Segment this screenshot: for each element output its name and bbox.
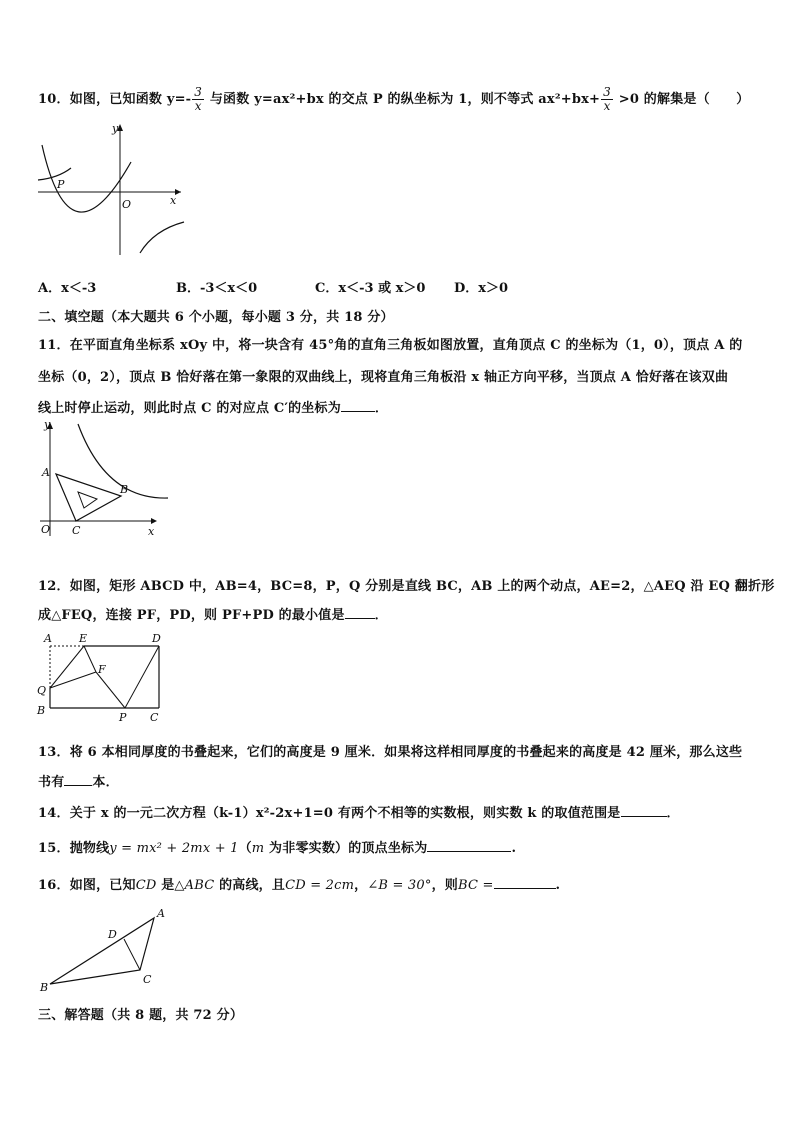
- q11-label-y: y: [44, 418, 51, 431]
- q15-m: m: [251, 841, 265, 856]
- q10-label-p: P: [57, 178, 65, 191]
- section-2-heading: 二、填空题（本大题共 6 个小题，每小题 3 分，共 18 分）: [38, 310, 394, 325]
- q14-text: 14．关于 x 的一元二次方程（k-1）x²-2x+1=0 有两个不相等的实数根，则实数 k 的取值范围是: [38, 806, 621, 821]
- section-3-heading: 三、解答题（共 8 题，共 72 分）: [38, 1008, 244, 1023]
- question-10-stem: [38, 86, 749, 113]
- q16-d: ，: [354, 878, 368, 893]
- q16-cd: CD: [135, 878, 157, 893]
- q12-label-c: C: [150, 711, 159, 724]
- q13-line2-a: 书有: [38, 775, 65, 790]
- q16-altitude-cd: [124, 939, 140, 970]
- q15-b: （: [238, 841, 252, 856]
- q16-answer-blank[interactable]: [494, 876, 556, 889]
- q16-figure: [36, 898, 176, 998]
- q12-answer-blank[interactable]: [345, 606, 375, 619]
- q11-label-b: B: [120, 483, 129, 496]
- q16-label-c: C: [143, 973, 152, 986]
- q11-x-arrow: [151, 518, 157, 524]
- q16-label-b: B: [40, 981, 49, 994]
- q10-frac1-den: x: [194, 99, 202, 113]
- question-16: [38, 874, 560, 893]
- question-15: [38, 837, 516, 856]
- q13-line2-b: 本．: [92, 775, 119, 790]
- q12-pd: [125, 646, 159, 708]
- q11-label-o: O: [41, 523, 51, 536]
- question-11-line-1: 11．在平面直角坐标系 xOy 中，将一块含有 45°角的直角三角板如图放置，直角顶点 C 的坐标为（1，0），顶点 A 的: [38, 338, 743, 353]
- q16-label-a: A: [157, 907, 165, 920]
- q12-label-f: F: [98, 663, 106, 676]
- q10-option-d[interactable]: D．x＞0: [454, 281, 509, 296]
- q11-label-c: C: [72, 524, 81, 537]
- q12-fp: [96, 672, 125, 708]
- q12-label-a: A: [44, 632, 52, 645]
- q10-figure: [36, 120, 186, 260]
- q15-a: 15．抛物线: [38, 841, 110, 856]
- q15-end: .: [511, 841, 517, 856]
- question-13-line-2: [38, 771, 119, 790]
- q11-answer-blank[interactable]: [341, 399, 375, 412]
- q15-answer-blank[interactable]: [427, 839, 511, 852]
- q16-a: 16．如图，已知: [38, 878, 136, 893]
- q15-c: 为非零实数）的顶点坐标为: [264, 841, 428, 856]
- question-11-line-2: 坐标（0，2），顶点 B 恰好落在第一象限的双曲线上，现将直角三角板沿 x 轴正方向平移，当顶点 A 恰好落在该双曲: [38, 370, 729, 385]
- q11-label-x: x: [148, 525, 155, 538]
- q15-expression: y = mx² + 2mx + 1: [109, 841, 239, 856]
- q11-figure: [36, 418, 176, 544]
- question-12-line-2: [38, 604, 388, 623]
- q10-label-o: O: [122, 198, 132, 211]
- q10-frac2-num: 3: [603, 85, 611, 99]
- q12-figure: [34, 628, 174, 728]
- q10-fraction-1: [192, 86, 204, 113]
- q10-suffix: >0 的解集是（ ）: [614, 92, 750, 107]
- q11-inner-triangle: [78, 492, 97, 508]
- q10-option-a[interactable]: A．x＜-3: [38, 281, 97, 296]
- q10-hyperbola-right: [140, 222, 184, 253]
- q12-label-d: D: [152, 632, 161, 645]
- q11-triangle: [56, 474, 121, 521]
- q10-hyperbola-left: [38, 168, 71, 180]
- q12-line2-text: 成△FEQ，连接 PF，PD，则 PF+PD 的最小值是: [38, 608, 345, 623]
- q10-option-c[interactable]: C．x＜-3 或 x＞0: [315, 281, 426, 296]
- q16-c: 的高线，且: [214, 878, 286, 893]
- q12-label-b: B: [37, 704, 46, 717]
- q10-label-y: y: [112, 122, 119, 135]
- q16-triangle-shape: [50, 918, 154, 984]
- q10-frac2-den: x: [603, 99, 611, 113]
- q13-answer-blank[interactable]: [64, 773, 92, 786]
- q16-angle: ∠B = 30°: [367, 878, 432, 893]
- q10-mid: 与函数 y=ax²+bx 的交点 P 的纵坐标为 1，则不等式 ax²+bx+: [205, 92, 601, 107]
- q10-label-x: x: [170, 194, 177, 207]
- q14-end: ．: [666, 806, 680, 821]
- q10-option-b[interactable]: B．-3＜x＜0: [176, 281, 258, 296]
- question-12-line-1: 12．如图，矩形 ABCD 中，AB=4，BC=8，P，Q 分别是直线 BC，AB 上的两个动点，AE=2，△AEQ 沿 EQ 翻折形: [38, 579, 775, 594]
- q11-line3-text: 线上时停止运动，则此时点 C 的对应点 C′的坐标为: [38, 401, 341, 416]
- q10-frac1-num: 3: [194, 85, 203, 99]
- q16-label-d: D: [108, 928, 117, 941]
- q10-prefix: 10．如图，已知函数 y=-: [38, 92, 192, 107]
- q16-e: ，则: [431, 878, 458, 893]
- q14-answer-blank[interactable]: [621, 804, 667, 817]
- q16-triangle: △ABC: [174, 878, 215, 893]
- q10-parabola: [42, 145, 131, 212]
- question-11-line-3: [38, 397, 388, 416]
- q16-b: 是: [156, 878, 175, 893]
- q12-label-p: P: [119, 711, 127, 724]
- q12-label-e: E: [79, 632, 88, 645]
- q11-line3-end: ．: [374, 401, 389, 416]
- question-13-line-1: 13．将 6 本相同厚度的书叠起来，它们的高度是 9 厘米．如果将这样相同厚度的书叠起来的高度是 42 厘米，那么这些: [38, 745, 743, 760]
- q10-fraction-2: [601, 86, 613, 113]
- q12-ef: [84, 646, 96, 672]
- q16-end: .: [555, 878, 561, 893]
- question-14: [38, 802, 680, 821]
- q16-cd-eq: CD = 2cm: [285, 878, 355, 893]
- q11-label-a: A: [42, 466, 50, 479]
- q12-line2-end: ．: [374, 608, 388, 623]
- q16-bc: BC =: [457, 878, 494, 893]
- q12-label-q: Q: [37, 684, 47, 697]
